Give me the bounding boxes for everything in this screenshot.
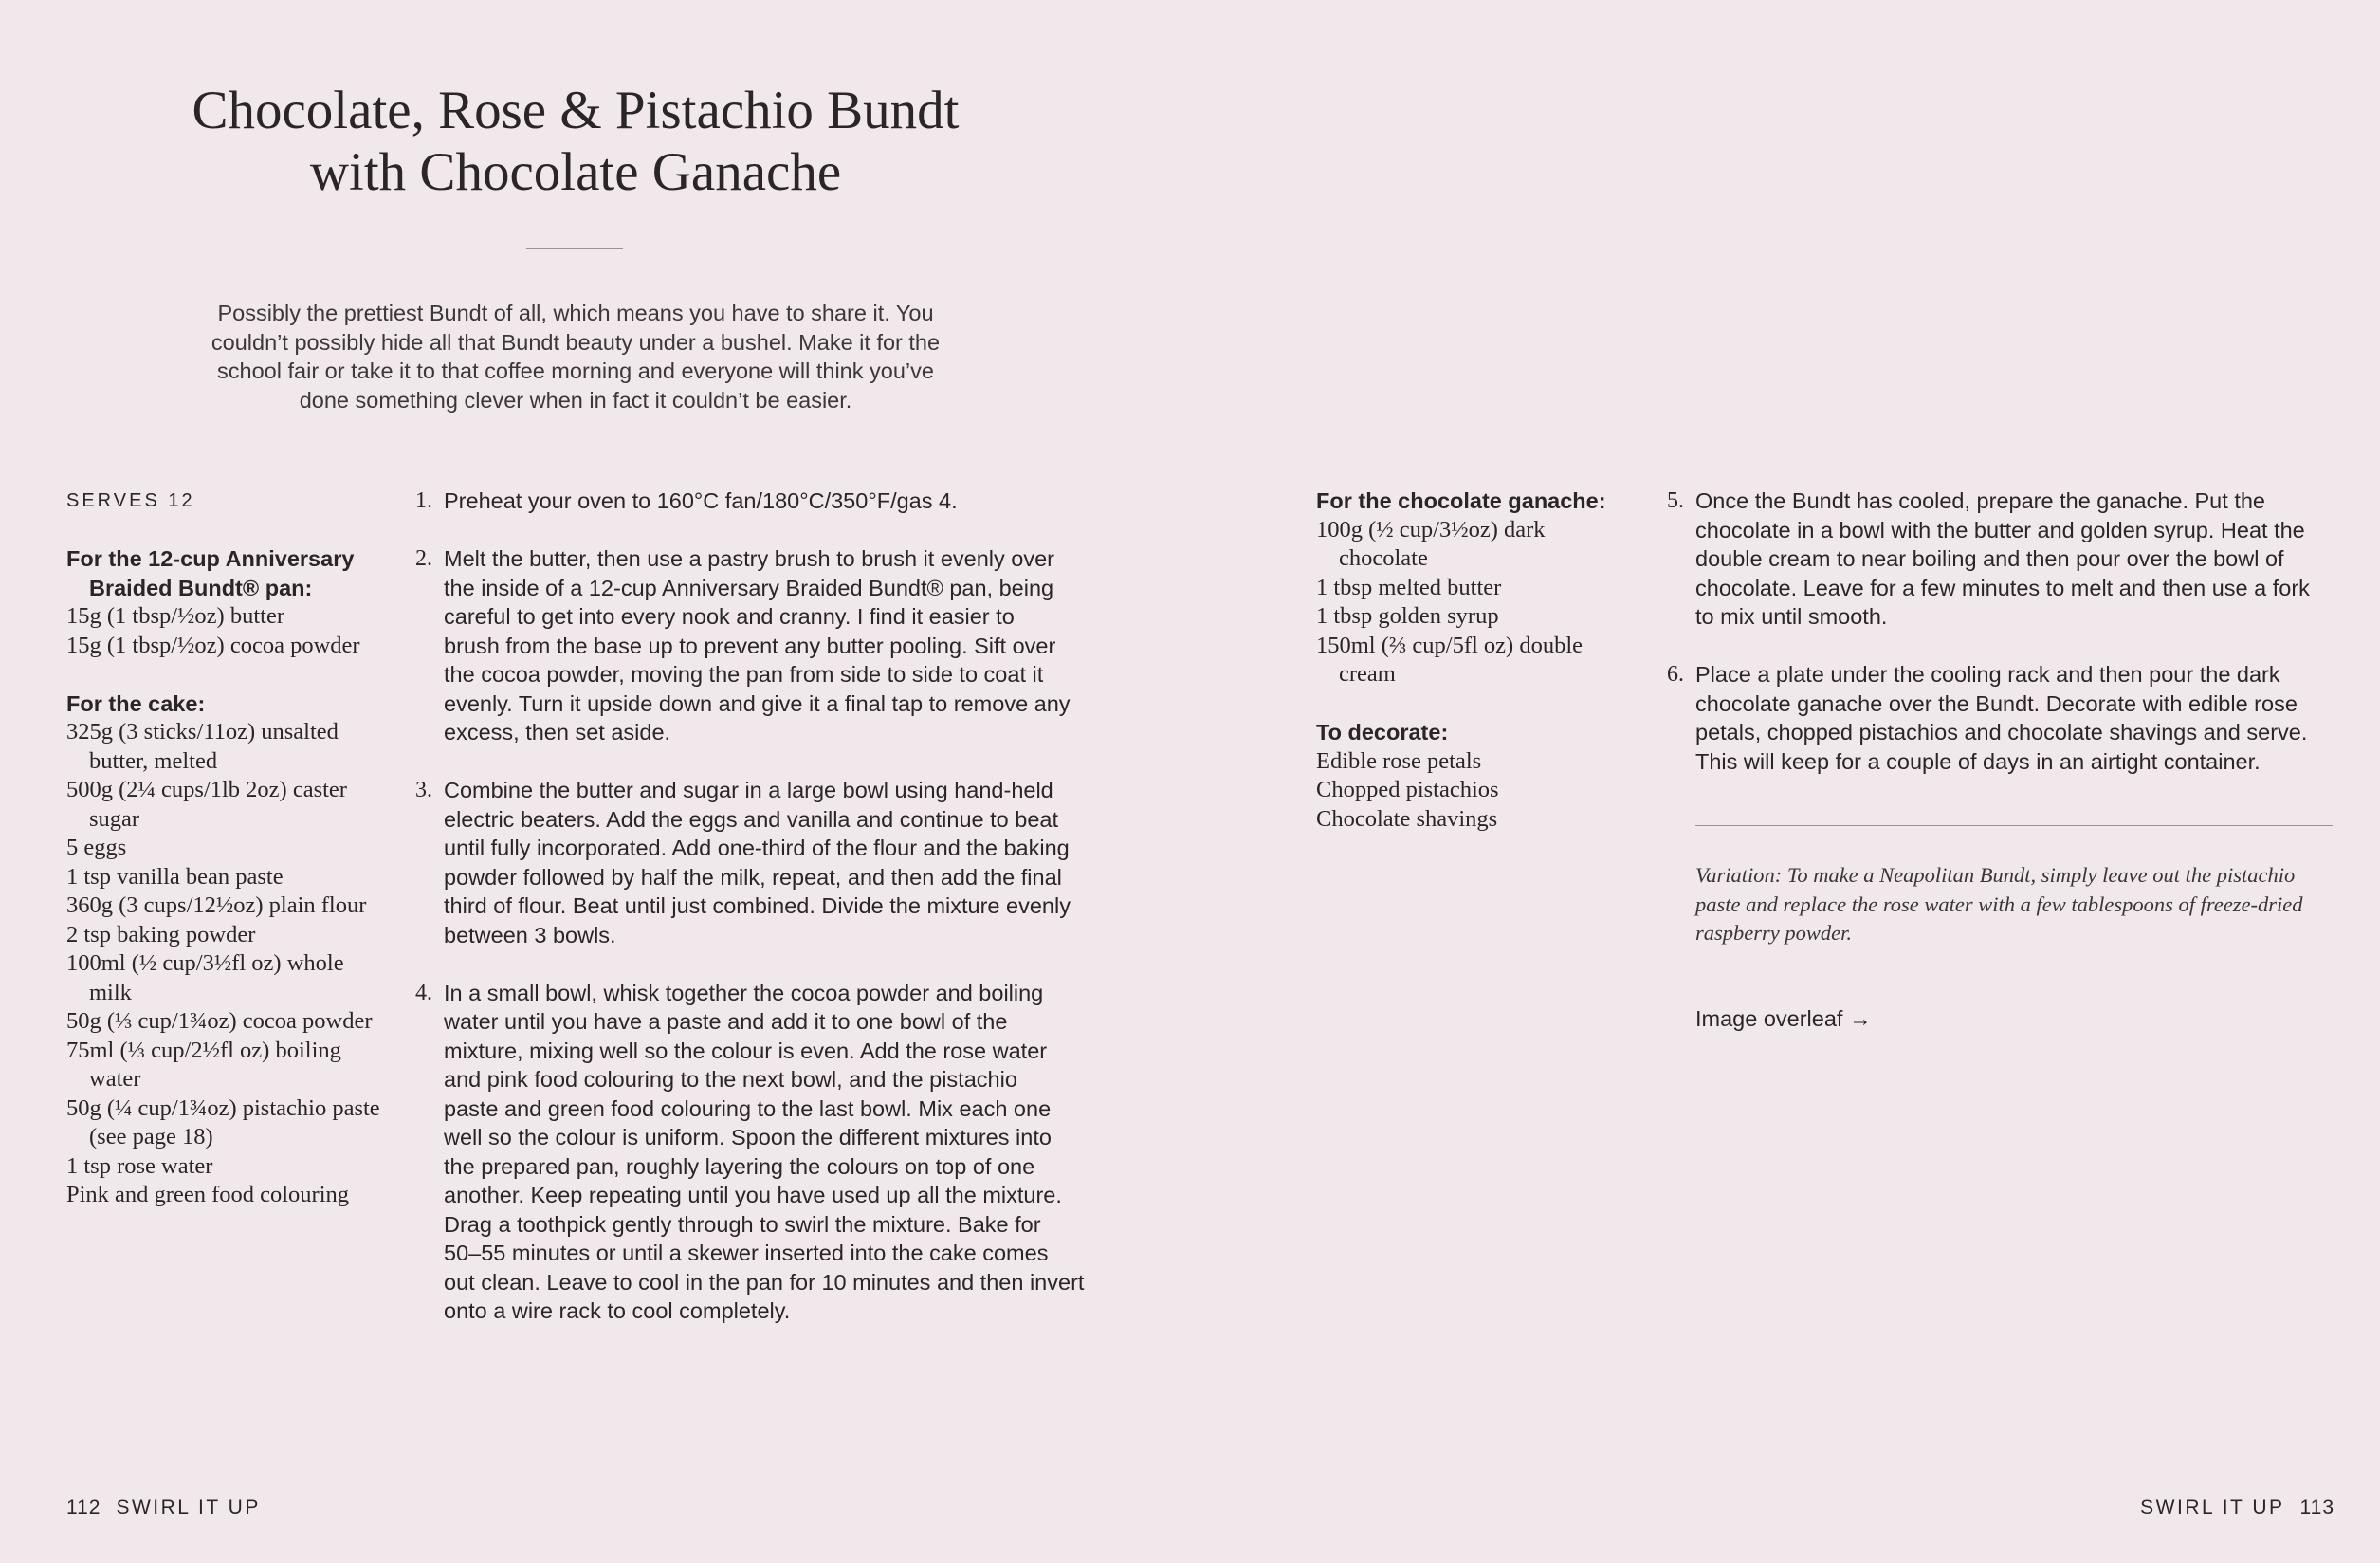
method-step — [415, 979, 1098, 1326]
step-line: evenly. Turn it upside down and give it a final tap to remove any — [444, 690, 1071, 716]
step-line: the inside of a 12-cup Anniversary Braided Bundt® pan, being — [444, 575, 1054, 600]
step-number: 1. — [415, 488, 432, 513]
ingredient-group-heading: To decorate: — [1316, 720, 1449, 745]
ingredient-item: 15g (1 tbsp/½oz) butter — [66, 603, 284, 629]
ingredient-item: 2 tsp baking powder — [66, 921, 256, 947]
ingredient-item: Pink and green food colouring — [66, 1182, 350, 1207]
step-text — [1695, 487, 2342, 632]
step-line: electric beaters. Add the eggs and vanilla and continue to beat — [444, 806, 1059, 832]
step-line: brush from the base up to prevent any butter pooling. Sift over — [444, 633, 1056, 658]
title-divider — [526, 248, 623, 249]
ingredient-item: 100ml (½ cup/3½fl oz) whole milk — [66, 950, 344, 1005]
recipe-title — [142, 80, 1009, 203]
ingredient-item: 500g (2¼ cups/1lb 2oz) caster sugar — [66, 777, 347, 832]
step-line: careful to get into every nook and cranny. I find it easier to — [444, 604, 1015, 629]
variation-divider — [1695, 825, 2333, 826]
ingredient-item: 15g (1 tbsp/½oz) cocoa powder — [66, 632, 360, 658]
ingredient-item: Edible rose petals — [1316, 747, 1482, 774]
step-line: another. Keep repeating until you have used up all the mixture. — [444, 1183, 1062, 1207]
method-step — [1667, 660, 2342, 776]
ingredient-item: Chocolate shavings — [1316, 805, 1498, 832]
ingredients-column-right — [1316, 487, 1629, 834]
ingredients-column-left — [66, 487, 389, 1210]
step-text — [1695, 660, 2342, 776]
step-line: paste and green food colouring to the last bowl. Mix each one — [444, 1095, 1052, 1121]
step-line: 50–55 minutes or until a skewer inserted into the cake comes — [444, 1241, 1049, 1265]
ingredient-item: 100g (½ cup/3½oz) dark chocolate — [1316, 516, 1546, 571]
step-line: excess, then set aside. — [444, 720, 671, 745]
ingredient-item: 5 eggs — [66, 835, 127, 860]
page-number-right: 113 — [2299, 1497, 2334, 1518]
ingredient-group-heading: For the 12-cup Anniversary Braided Bundt® pan: — [66, 546, 355, 600]
ingredient-item: 1 tsp vanilla bean paste — [66, 863, 284, 890]
step-line: powder followed by half the milk, repeat, and then add the final — [444, 864, 1062, 890]
method-step — [1667, 487, 2342, 632]
intro-line: Possibly the prettiest Bundt of all, which means you have to share it. You — [217, 301, 934, 325]
step-line: well so the colour is uniform. Spoon the different mixtures into — [444, 1125, 1052, 1149]
method-column-right — [1667, 487, 2342, 805]
step-number: 4. — [415, 980, 432, 1005]
ingredient-item: 50g (⅓ cup/1¾oz) cocoa powder — [66, 1008, 373, 1034]
intro-line: school fair or take it to that coffee morning and everyone will think you’ve — [217, 359, 934, 383]
variation-note — [1695, 861, 2340, 948]
step-line: mixture, mixing well so the colour is even. Add the rose water — [444, 1038, 1048, 1063]
step-line: onto a wire rack to cool completely. — [444, 1298, 791, 1323]
variation-line: raspberry powder. — [1695, 921, 1853, 945]
step-line: and pink food colouring to the next bowl, and the pistachio — [444, 1067, 1017, 1092]
footer-right — [2140, 1494, 2334, 1522]
ingredient-group-heading: For the cake: — [66, 690, 206, 716]
ingredient-item: 360g (3 cups/12½oz) plain flour — [66, 892, 367, 918]
ingredient-item: 325g (3 sticks/11oz) unsalted butter, melted — [66, 719, 339, 774]
step-line: petals, chopped pistachios and chocolate shavings and serve. — [1695, 720, 2308, 745]
step-line: chocolate in a bowl with the butter and golden syrup. Heat the — [1695, 517, 2305, 542]
ingredient-list — [1316, 747, 1629, 835]
ingredient-group-cake — [66, 690, 389, 1210]
step-number: 2. — [415, 546, 432, 571]
ingredient-item: Chopped pistachios — [1316, 777, 1499, 802]
step-line: water until you have a paste and add it to one bowl of the — [444, 1009, 1008, 1034]
step-number: 6. — [1667, 662, 1684, 687]
ingredient-item: 1 tsp rose water — [66, 1152, 213, 1179]
serves-label: SERVES 12 — [66, 490, 195, 511]
footer-left — [66, 1494, 261, 1522]
recipe-title-line-2: with Chocolate Ganache — [309, 142, 842, 202]
step-line: chocolate ganache over the Bundt. Decorate with edible rose — [1695, 690, 2298, 716]
running-head-right: SWIRL IT UP — [2140, 1497, 2285, 1518]
step-line: the prepared pan, roughly layering the colours on top of one — [444, 1153, 1035, 1179]
step-line: the cocoa powder, moving the pan from side to side to coat it — [444, 662, 1044, 687]
ingredient-group-heading: For the chocolate ganache: — [1316, 488, 1606, 513]
method-column-left — [415, 487, 1098, 1354]
ingredient-item: 75ml (⅓ cup/2½fl oz) boiling water — [66, 1037, 341, 1092]
ingredient-item: 1 tbsp melted butter — [1316, 574, 1502, 600]
step-line: In a small bowl, whisk together the cocoa powder and boiling — [444, 980, 1044, 1005]
recipe-title-line-1: Chocolate, Rose & Pistachio Bundt — [192, 81, 960, 140]
step-line: Once the Bundt has cooled, prepare the ganache. Put the — [1695, 488, 2265, 513]
running-head-left: SWIRL IT UP — [116, 1497, 261, 1518]
step-line: This will keep for a couple of days in an airtight container. — [1695, 748, 2261, 774]
ingredient-item: 150ml (⅔ cup/5fl oz) double cream — [1316, 632, 1584, 687]
step-text — [444, 487, 1098, 516]
step-line: until fully incorporated. Add one-third of the flour and the baking — [444, 836, 1070, 860]
step-line: chocolate. Leave for a few minutes to melt and then use a fork — [1695, 575, 2310, 600]
step-line: Drag a toothpick gently through to swirl the mixture. Bake for — [444, 1211, 1041, 1237]
image-overleaf-link[interactable]: Image overleaf → — [1695, 1006, 1872, 1031]
ingredient-group-decorate — [1316, 718, 1629, 834]
ingredient-list — [66, 718, 389, 1210]
intro-line: done something clever when in fact it couldn’t be easier. — [299, 387, 852, 413]
step-line: double cream to near boiling and then pour over the bowl of — [1695, 546, 2284, 571]
variation-line: paste and replace the rose water with a few tablespoons of freeze-dried — [1695, 892, 2303, 916]
step-line: third of flour. Beat until just combined. Divide the mixture evenly — [444, 893, 1071, 918]
recipe-intro — [190, 299, 961, 414]
step-line: to mix until smooth. — [1695, 604, 1888, 629]
step-line: Melt the butter, then use a pastry brush to brush it evenly over — [444, 546, 1054, 571]
ingredient-group-ganache — [1316, 487, 1629, 690]
page-number-left: 112 — [66, 1497, 101, 1518]
step-line: out clean. Leave to cool in the pan for 10 minutes and then invert — [444, 1269, 1085, 1295]
ingredient-item: 50g (¼ cup/1¾oz) pistachio paste (see page 18) — [66, 1094, 380, 1149]
ingredient-item: 1 tbsp golden syrup — [1316, 603, 1499, 629]
ingredient-list — [1316, 516, 1629, 690]
method-step — [415, 776, 1098, 949]
ingredient-list — [66, 602, 389, 660]
ingredient-group-pan — [66, 544, 389, 660]
method-step — [415, 544, 1098, 747]
intro-line: couldn’t possibly hide all that Bundt beauty under a bushel. Make it for the — [211, 329, 941, 355]
step-text — [444, 544, 1098, 747]
step-line: between 3 bowls. — [444, 922, 616, 947]
step-line: Combine the butter and sugar in a large bowl using hand-held — [444, 778, 1053, 802]
method-step — [415, 487, 1098, 516]
step-line: Preheat your oven to 160°C fan/180°C/350°F/gas 4. — [444, 488, 958, 513]
step-number: 5. — [1667, 488, 1684, 513]
step-text — [444, 776, 1098, 949]
step-line: Place a plate under the cooling rack and then pour the dark — [1695, 662, 2280, 687]
variation-line: Variation: To make a Neapolitan Bundt, simply leave out the pistachio — [1695, 863, 2296, 887]
step-text — [444, 979, 1098, 1326]
step-number: 3. — [415, 778, 432, 802]
